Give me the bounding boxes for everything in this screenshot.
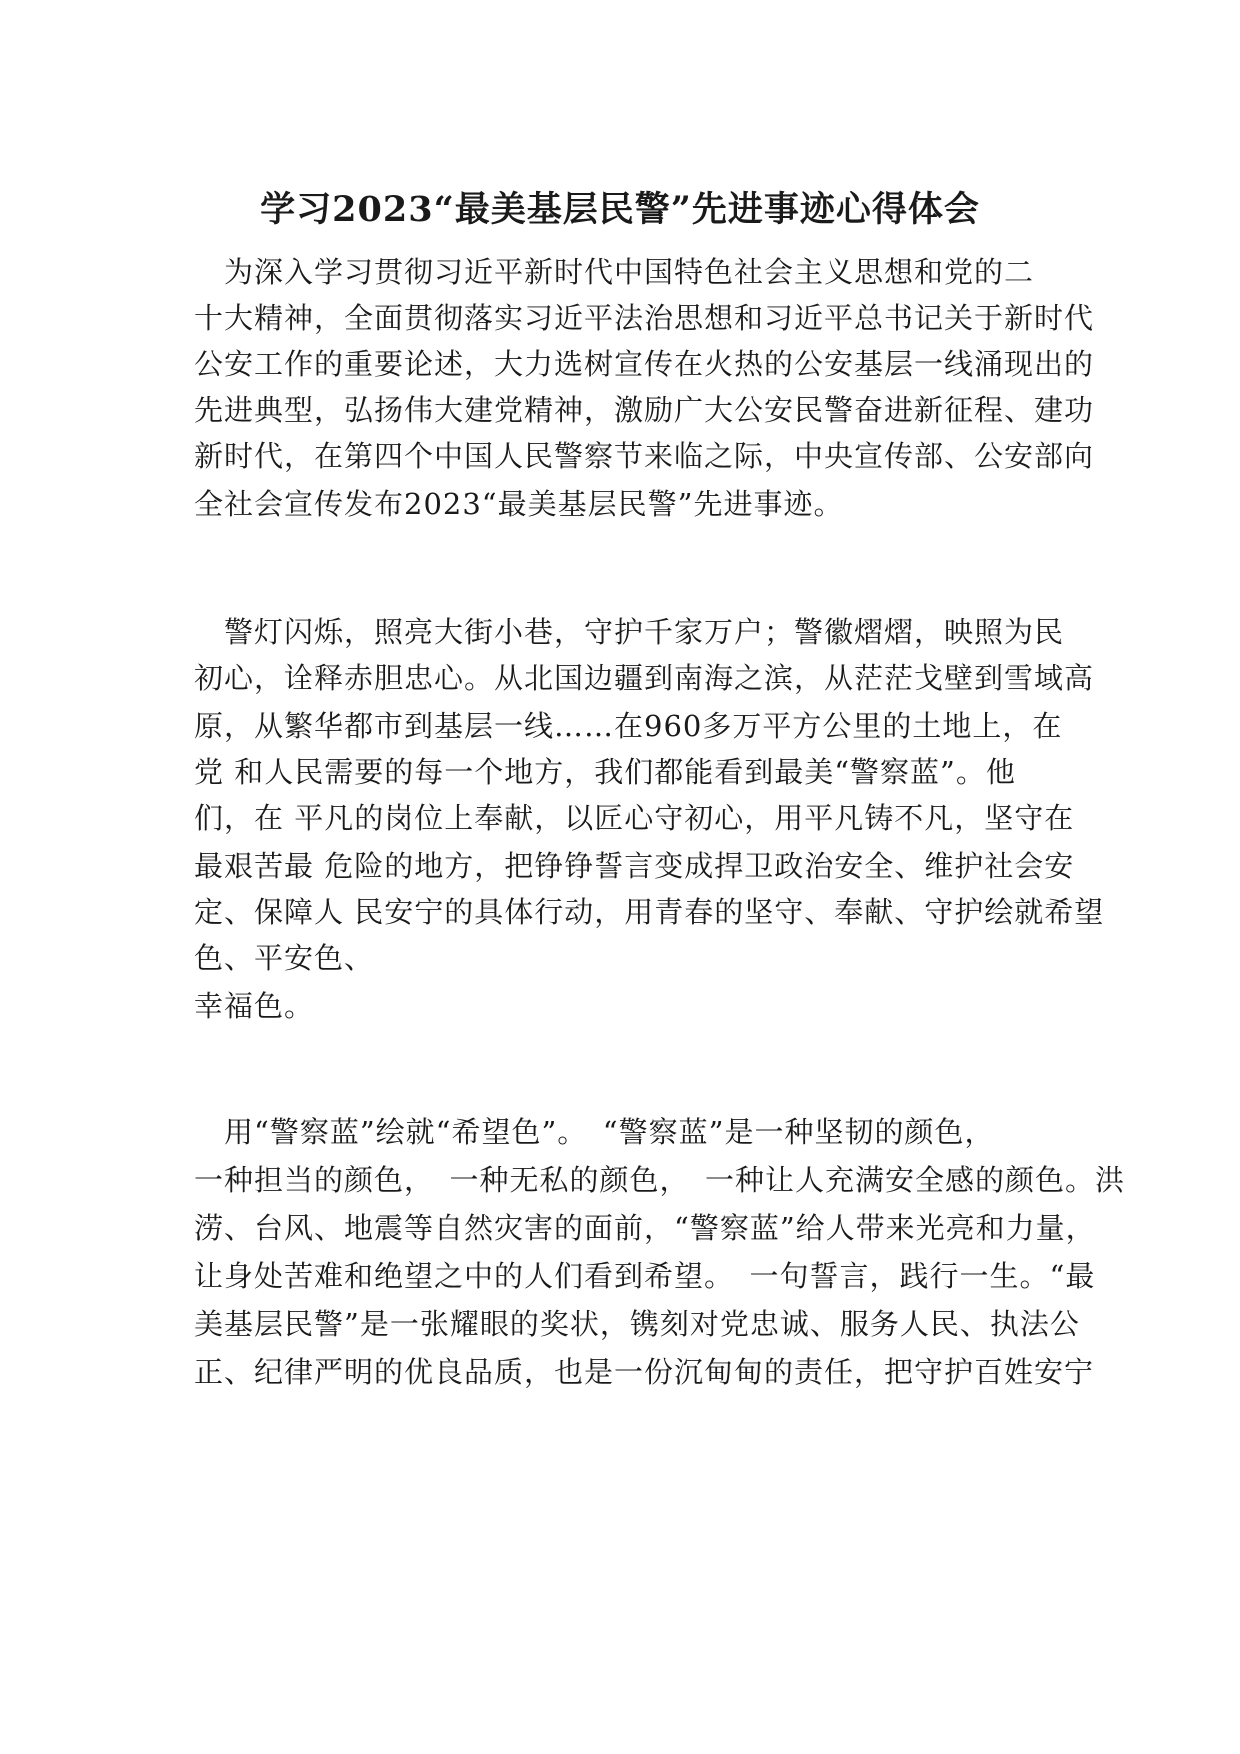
paragraph-1-line-4: 先进典型，弘扬伟大建党精神，激励广大公安民警奋进新征程、建功 xyxy=(194,393,1095,427)
paragraph-3-line-1: 用“警察蓝”绘就“希望色”。 “警察蓝”是一种坚韧的颜色， xyxy=(194,1115,995,1149)
paragraph-2-line-5: 们，在 平凡的岗位上奉献，以匠心守初心，用平凡铸不凡，坚守在 xyxy=(194,801,1075,835)
paragraph-2-line-6: 最艰苦最 危险的地方，把铮铮誓言变成捍卫政治安全、维护社会安 xyxy=(194,849,1075,883)
paragraph-3-line-6: 正、纪律严明的优良品质，也是一份沉甸甸的责任，把守护百姓安宁 xyxy=(194,1355,1095,1389)
paragraph-3-line-3: 涝、台风、地震等自然灾害的面前，“警察蓝”给人带来光亮和力量， xyxy=(194,1211,1096,1245)
paragraph-3-line-2: 一种担当的颜色， 一种无私的颜色， 一种让人充满安全感的颜色。洪 xyxy=(194,1163,1126,1197)
paragraph-1-line-6: 全社会宣传发布2023“最美基层民警”先进事迹。 xyxy=(194,487,844,521)
paragraph-3-line-5: 美基层民警”是一张耀眼的奖状，镌刻对党忠诚、服务人民、执法公 xyxy=(194,1307,1080,1341)
paragraph-1-line-3: 公安工作的重要论述，大力选树宣传在火热的公安基层一线涌现出的 xyxy=(194,347,1095,381)
paragraph-2-line-7: 定、保障人 民安宁的具体行动，用青春的坚守、奉献、守护绘就希望 xyxy=(194,895,1105,929)
paragraph-2-line-9: 幸福色。 xyxy=(194,989,315,1023)
paragraph-2-line-4: 党 和人民需要的每一个地方，我们都能看到最美“警察蓝”。他 xyxy=(194,755,1016,789)
document-title: 学习2023“最美基层民警”先进事迹心得体会 xyxy=(260,189,980,230)
paragraph-2-line-8: 色、平安色、 xyxy=(194,941,375,975)
paragraph-2-line-1: 警灯闪烁，照亮大街小巷，守护千家万户；警徽熠熠，映照为民 xyxy=(194,615,1065,649)
paragraph-1-line-1: 为深入学习贯彻习近平新时代中国特色社会主义思想和党的二 xyxy=(194,255,1035,289)
paragraph-2-line-3: 原，从繁华都市到基层一线……在960多万平方公里的土地上，在 xyxy=(194,709,1063,743)
paragraph-3-line-4: 让身处苦难和绝望之中的人们看到希望。 一句誓言，践行一生。“最 xyxy=(194,1259,1096,1293)
paragraph-1-line-5: 新时代，在第四个中国人民警察节来临之际，中央宣传部、公安部向 xyxy=(194,439,1095,473)
paragraph-1-line-2: 十大精神，全面贯彻落实习近平法治思想和习近平总书记关于新时代 xyxy=(194,301,1095,335)
paragraph-2-line-2: 初心，诠释赤胆忠心。从北国边疆到南海之滨，从茫茫戈壁到雪域高 xyxy=(194,661,1095,695)
